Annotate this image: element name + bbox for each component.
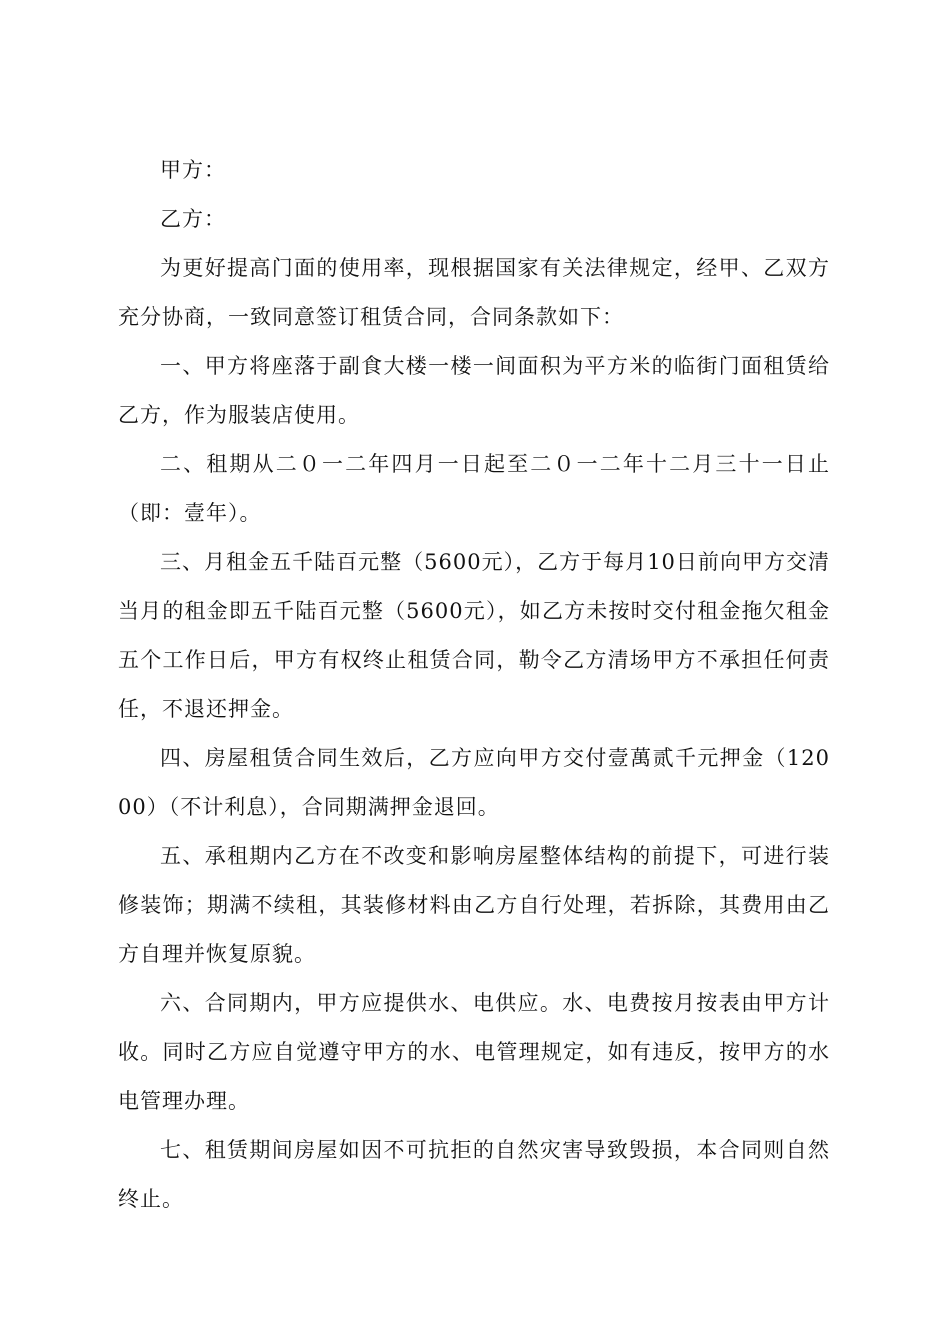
clause-7-paragraph: 七、租赁期间房屋如因不可抗拒的自然灾害导致毁损，本合同则自然终止。 [118,1138,830,1211]
contract-body [118,146,830,1224]
party-a-line: 甲方： [160,158,226,182]
clause-2-paragraph: 二、租期从二０一二年四月一日起至二０一二年十二月三十一日止（即：壹年）。 [118,452,830,525]
clause-3-paragraph: 三、月租金五千陆百元整（5600元），乙方于每月10日前向甲方交清当月的租金即五千陆百元整（5600元），如乙方未按时交付租金拖欠租金五个工作日后，甲方有权终止租赁合同，勒令乙方清场甲方不承担任何责任，不退还押金。 [118,550,830,721]
party-b-line: 乙方： [160,207,226,231]
clause-1-paragraph: 一、甲方将座落于副食大楼一楼一间面积为平方米的临街门面租赁给乙方，作为服装店使用。 [118,354,830,427]
clause-6-paragraph: 六、合同期内，甲方应提供水、电供应。水、电费按月按表由甲方计收。同时乙方应自觉遵守甲方的水、电管理规定，如有违反，按甲方的水电管理办理。 [118,991,830,1113]
clause-4-paragraph: 四、房屋租赁合同生效后，乙方应向甲方交付壹萬贰千元押金（12000）（不计利息），合同期满押金退回。 [118,746,830,819]
clause-5-paragraph: 五、承租期内乙方在不改变和影响房屋整体结构的前提下，可进行装修装饰；期满不续租，其装修材料由乙方自行处理，若拆除，其费用由乙方自理并恢复原貌。 [118,844,830,966]
preamble-paragraph: 为更好提高门面的使用率，现根据国家有关法律规定，经甲、乙双方充分协商，一致同意签订租赁合同，合同条款如下： [118,256,830,329]
